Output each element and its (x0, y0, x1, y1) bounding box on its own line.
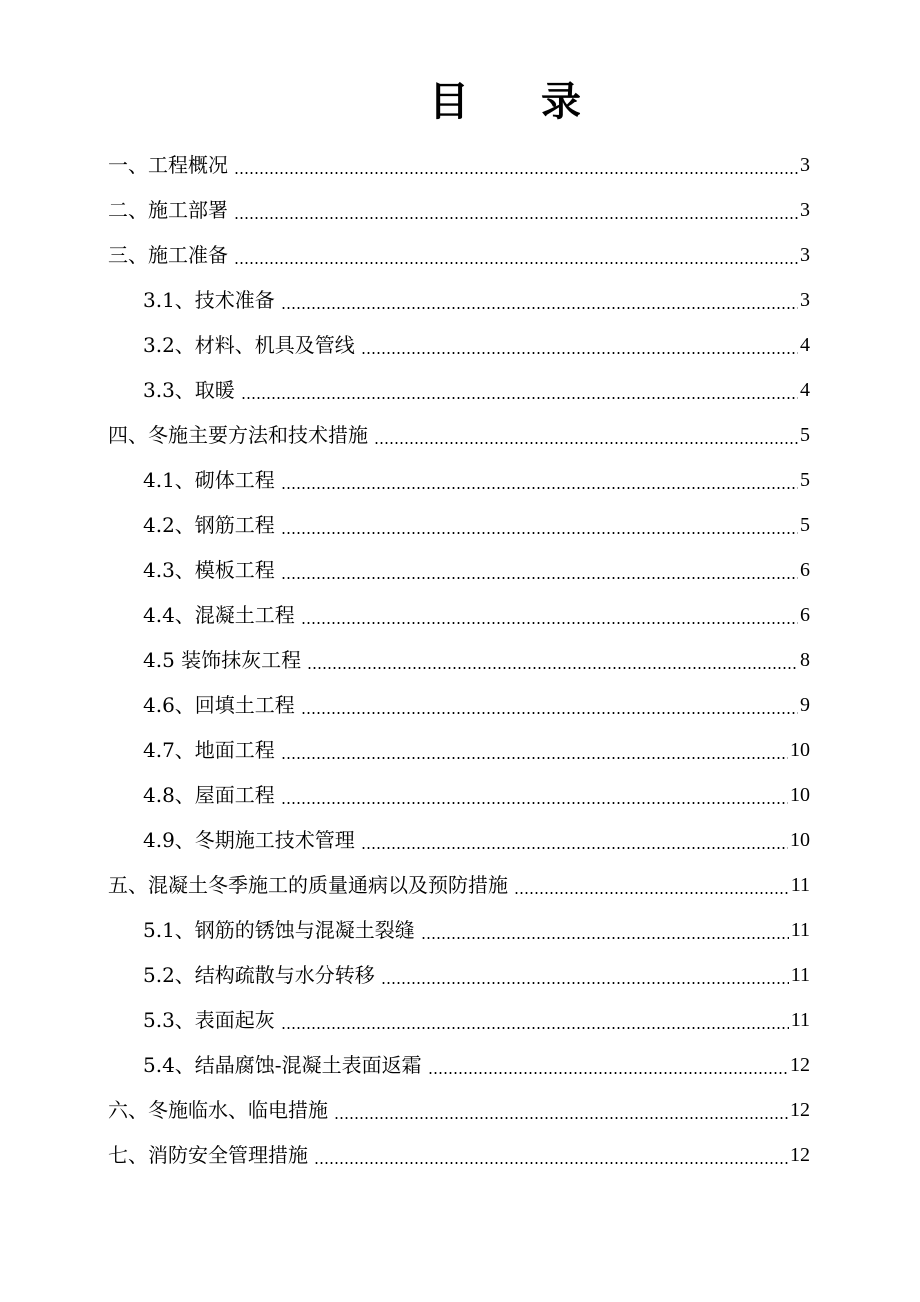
toc-dot-leader (361, 352, 798, 354)
toc-entry-page-number: 12 (790, 1144, 810, 1166)
toc-dot-leader (281, 307, 798, 309)
toc-entry-label: 六、冬施临水、临电措施 (108, 1098, 328, 1122)
toc-entry-page-number: 9 (800, 694, 810, 716)
toc-list (0, 143, 920, 1178)
toc-dot-leader (314, 1162, 788, 1164)
toc-entry-label: 4.5 装饰抹灰工程 (143, 648, 302, 672)
toc-entry-label: 5.3、表面起灰 (143, 1008, 275, 1032)
toc-entry[interactable] (0, 278, 810, 323)
toc-entry[interactable] (0, 548, 810, 593)
toc-entry-label: 4.9、冬期施工技术管理 (143, 828, 355, 852)
toc-entry-label: 3.3、取暖 (143, 378, 235, 402)
toc-entry[interactable] (0, 1088, 810, 1133)
toc-entry[interactable] (0, 773, 810, 818)
toc-entry-label: 3.1、技术准备 (143, 288, 275, 312)
toc-dot-leader (281, 532, 798, 534)
toc-entry-page-number: 3 (800, 154, 810, 176)
toc-dot-leader (281, 577, 798, 579)
toc-entry-label: 4.8、屋面工程 (143, 783, 275, 807)
toc-entry[interactable] (0, 593, 810, 638)
toc-dot-leader (421, 937, 789, 939)
toc-entry[interactable] (0, 863, 810, 908)
toc-entry[interactable] (0, 143, 810, 188)
toc-entry-page-number: 10 (790, 739, 810, 761)
toc-entry[interactable] (0, 998, 810, 1043)
toc-entry-page-number: 6 (800, 604, 810, 626)
toc-entry[interactable] (0, 413, 810, 458)
toc-entry-page-number: 6 (800, 559, 810, 581)
toc-title-char-1: 目 (429, 78, 469, 125)
toc-dot-leader (281, 487, 798, 489)
toc-dot-leader (307, 667, 798, 669)
toc-entry-page-number: 11 (790, 919, 810, 941)
toc-dot-leader (234, 217, 798, 219)
toc-dot-leader (241, 397, 798, 399)
toc-entry[interactable] (0, 728, 810, 773)
toc-dot-leader (281, 802, 788, 804)
toc-title (0, 72, 920, 132)
toc-entry-page-number: 11 (790, 1009, 810, 1031)
toc-entry-page-number: 3 (800, 199, 810, 221)
toc-entry-page-number: 12 (790, 1054, 810, 1076)
toc-entry-label: 4.7、地面工程 (143, 738, 275, 762)
toc-title-char-2: 录 (541, 78, 581, 125)
toc-dot-leader (361, 847, 788, 849)
toc-entry[interactable] (0, 1133, 810, 1178)
toc-entry[interactable] (0, 908, 810, 953)
toc-entry[interactable] (0, 683, 810, 728)
toc-entry[interactable] (0, 188, 810, 233)
toc-entry-label: 二、施工部署 (108, 198, 228, 222)
toc-entry-page-number: 11 (790, 964, 810, 986)
toc-entry-page-number: 5 (800, 469, 810, 491)
toc-entry-label: 5.4、结晶腐蚀-混凝土表面返霜 (143, 1053, 422, 1077)
toc-dot-leader (381, 982, 789, 984)
toc-entry-label: 七、消防安全管理措施 (108, 1143, 308, 1167)
toc-entry-page-number: 10 (790, 829, 810, 851)
toc-entry-page-number: 11 (790, 874, 810, 896)
toc-entry-page-number: 3 (800, 244, 810, 266)
toc-entry-page-number: 4 (800, 334, 810, 356)
toc-entry-label: 五、混凝土冬季施工的质量通病以及预防措施 (108, 873, 508, 897)
toc-dot-leader (281, 757, 788, 759)
toc-entry-label: 四、冬施主要方法和技术措施 (108, 423, 368, 447)
toc-entry-page-number: 12 (790, 1099, 810, 1121)
toc-entry-label: 5.1、钢筋的锈蚀与混凝土裂缝 (143, 918, 415, 942)
toc-entry[interactable] (0, 953, 810, 998)
toc-dot-leader (281, 1027, 789, 1029)
toc-dot-leader (334, 1117, 788, 1119)
toc-entry[interactable] (0, 818, 810, 863)
toc-entry-label: 3.2、材料、机具及管线 (143, 333, 355, 357)
toc-entry-label: 4.4、混凝土工程 (143, 603, 295, 627)
toc-entry[interactable] (0, 368, 810, 413)
toc-dot-leader (428, 1072, 788, 1074)
toc-entry-label: 4.1、砌体工程 (143, 468, 275, 492)
toc-entry-page-number: 5 (800, 424, 810, 446)
toc-dot-leader (514, 892, 789, 894)
toc-dot-leader (234, 172, 798, 174)
toc-entry-label: 一、工程概况 (108, 153, 228, 177)
toc-entry-page-number: 10 (790, 784, 810, 806)
toc-dot-leader (374, 442, 798, 444)
toc-entry-page-number: 8 (800, 649, 810, 671)
toc-entry-label: 4.2、钢筋工程 (143, 513, 275, 537)
toc-entry-page-number: 3 (800, 289, 810, 311)
toc-entry[interactable] (0, 638, 810, 683)
toc-entry[interactable] (0, 458, 810, 503)
toc-entry[interactable] (0, 1043, 810, 1088)
toc-entry-label: 三、施工准备 (108, 243, 228, 267)
toc-entry-label: 4.6、回填土工程 (143, 693, 295, 717)
toc-entry-label: 4.3、模板工程 (143, 558, 275, 582)
toc-entry[interactable] (0, 503, 810, 548)
toc-dot-leader (301, 622, 798, 624)
toc-entry-page-number: 5 (800, 514, 810, 536)
toc-dot-leader (234, 262, 798, 264)
toc-entry-label: 5.2、结构疏散与水分转移 (143, 963, 375, 987)
toc-entry-page-number: 4 (800, 379, 810, 401)
toc-entry[interactable] (0, 233, 810, 278)
toc-dot-leader (301, 712, 798, 714)
toc-entry[interactable] (0, 323, 810, 368)
